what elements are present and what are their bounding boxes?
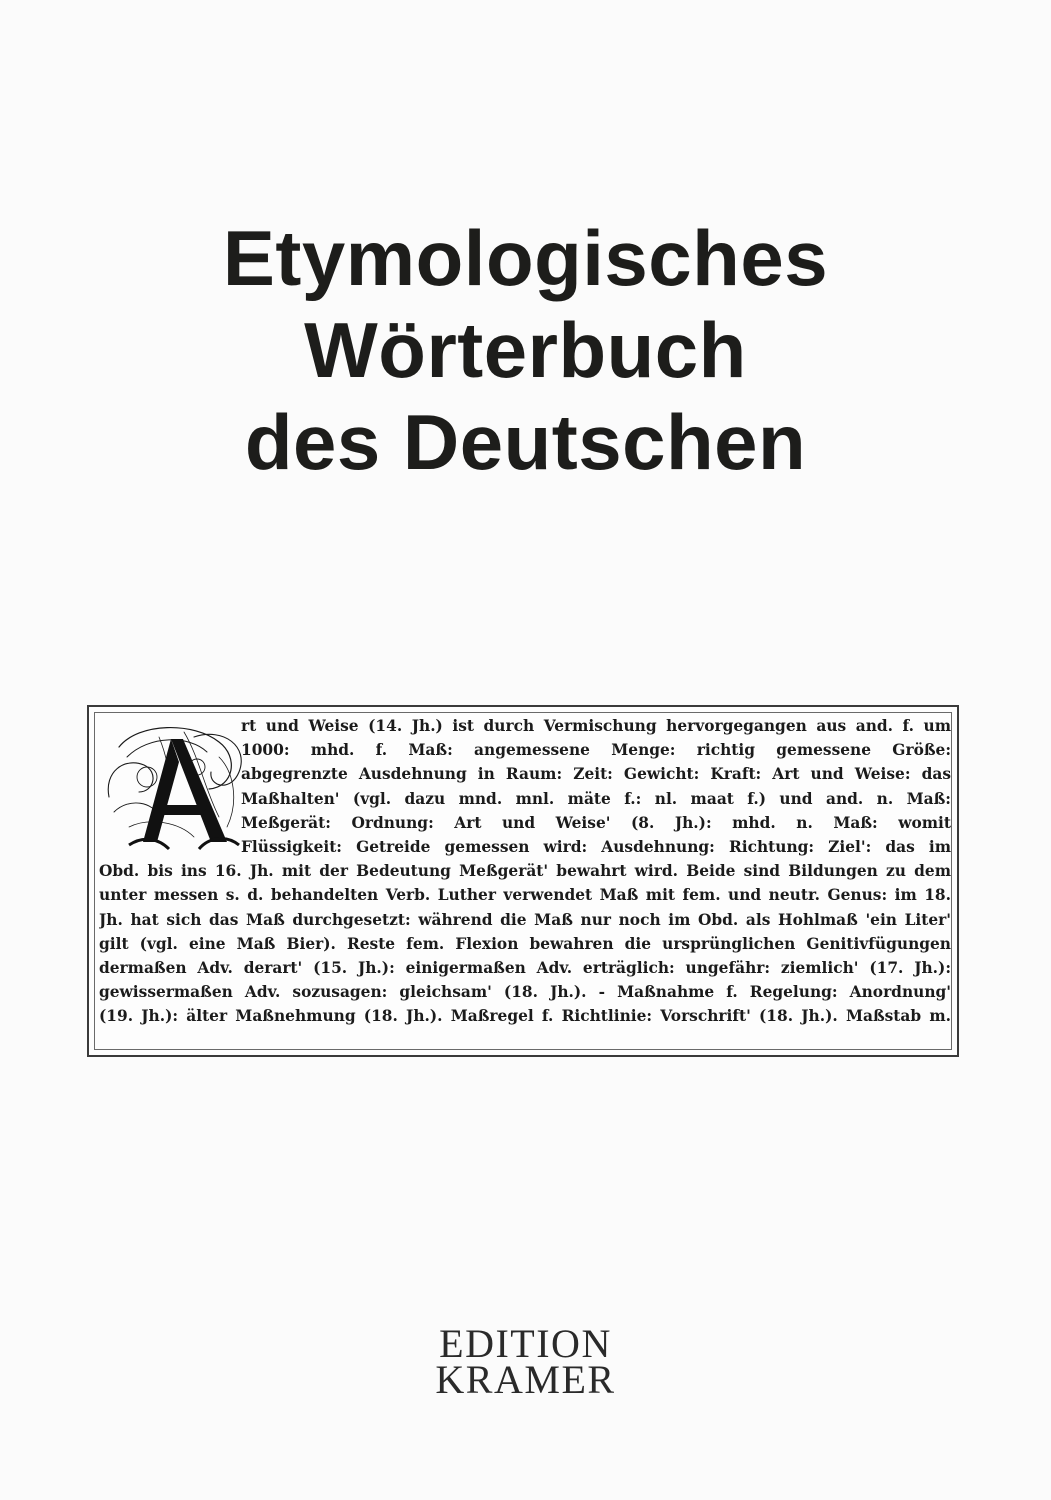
specimen-line: Obd. bis ins 16. Jh. mit der Bedeutung Meßgerät' bewahrt wird. Beide sind Bildungen zu dem xyxy=(99,862,951,881)
title-line-3: des Deutschen xyxy=(244,398,807,486)
publisher-line-1: EDITION xyxy=(439,1321,612,1366)
title-line-1: Etymologisches xyxy=(222,214,829,302)
specimen-line: Flüssigkeit: Getreide gemessen wird: Ausdehnung: Richtung: Ziel': das im xyxy=(241,837,951,856)
specimen-line: unter messen s. d. behandelten Verb. Luther verwendet Maß mit fem. und neutr. Genus: im 18. xyxy=(99,886,951,905)
specimen-text xyxy=(99,714,951,1044)
specimen-line: gilt (vgl. eine Maß Bier). Reste fem. Flexion bewahren die ursprünglichen Genitivfügungen xyxy=(99,934,951,953)
specimen-line: Jh. hat sich das Maß durchgesetzt: während die Maß nur noch im Obd. als Hohlmaß 'ein Liter' xyxy=(99,910,951,929)
specimen-line: Meßgerät: Ordnung: Art und Weise' (8. Jh.): mhd. n. Maß: womit xyxy=(241,813,951,832)
specimen-line: 1000: mhd. f. Maß: angemessene Menge: richtig gemessene Größe: xyxy=(241,741,951,760)
specimen-line: (19. Jh.): älter Maßnehmung (18. Jh.). Maßregel f. Richtlinie: Vorschrift' (18. Jh.). Maßstab m. xyxy=(99,1007,951,1026)
publisher-line-2: KRAMER xyxy=(435,1357,616,1402)
specimen-line: rt und Weise (14. Jh.) ist durch Vermischung hervorgegangen aus and. f. um xyxy=(241,717,951,735)
specimen-line: gewissermaßen Adv. sozusagen: gleichsam' (18. Jh.). - Maßnahme f. Regelung: Anordnung' xyxy=(99,983,951,1002)
specimen-line: Maßhalten' (vgl. dazu mnd. mnl. mäte f.: nl. maat f.) und and. n. Maß: xyxy=(241,789,951,808)
title-line-2: Wörterbuch xyxy=(304,306,747,394)
publisher-logo xyxy=(0,1321,1051,1402)
specimen-line: dermaßen Adv. derart' (15. Jh.): einigermaßen Adv. erträglich: ungefähr: ziemlich' (17. Jh.): xyxy=(99,958,951,977)
specimen-line: abgegrenzte Ausdehnung in Raum: Zeit: Gewicht: Kraft: Art und Weise: das xyxy=(241,765,951,784)
dictionary-specimen-box xyxy=(87,705,959,1057)
book-title xyxy=(0,212,1051,488)
